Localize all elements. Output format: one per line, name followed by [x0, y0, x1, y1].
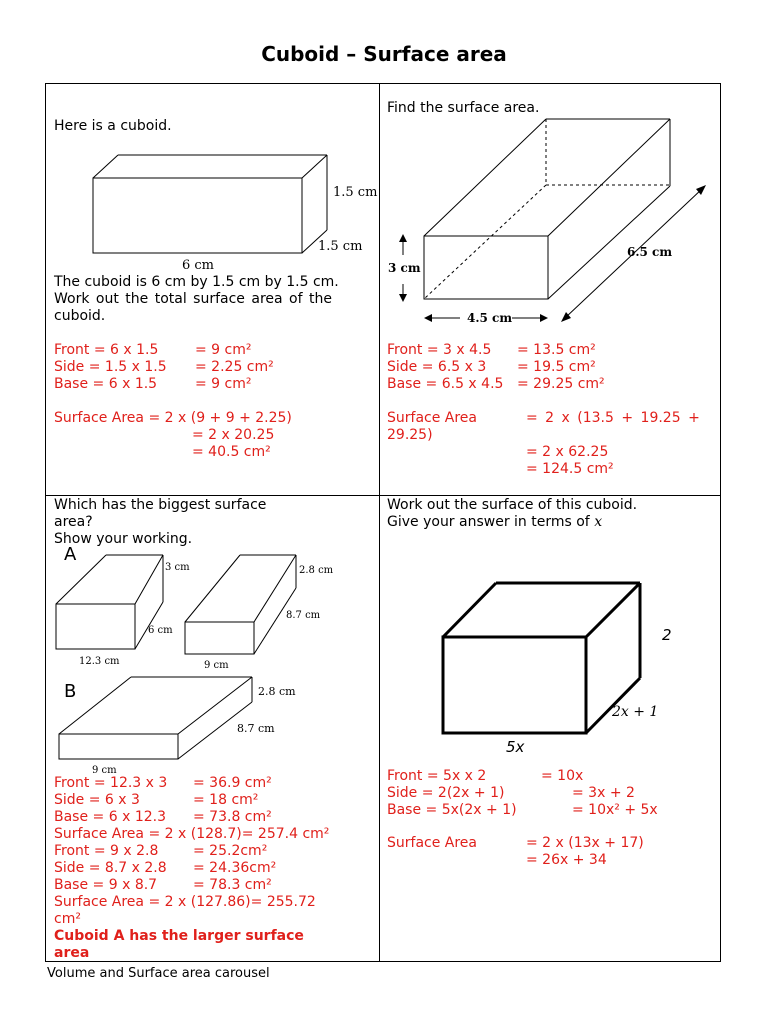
q2-base-result: = 29.25 cm² — [517, 376, 605, 392]
q2-side-calc: Side = 6.5 x 3 — [387, 359, 487, 375]
q3-base-result: = 73.8 cm² — [193, 809, 272, 825]
q3-conclusion-line1: Cuboid A has the larger surface — [54, 928, 304, 944]
q2-side-result: = 19.5 cm² — [517, 359, 596, 375]
q2-depth-label: 6.5 cm — [627, 245, 673, 259]
q4-depth-label: 2x + 1 — [612, 704, 659, 720]
q3-base-calc: Base = 6 x 12.3 — [54, 809, 166, 825]
q4-front-calc: Front = 5x x 2 — [387, 768, 487, 784]
q3-front-result: = 36.9 cm² — [193, 775, 272, 791]
q3-base2-result: = 78.3 cm² — [193, 877, 272, 893]
q1-base-calc: Base = 6 x 1.5 — [54, 376, 158, 392]
q4-height-label: 2 — [662, 626, 672, 644]
q1-front-calc: Front = 6 x 1.5 — [54, 342, 159, 358]
q1-height-label: 1.5 cm — [333, 185, 378, 200]
q1-base-result: = 9 cm² — [195, 376, 252, 392]
q2-intro: Find the surface area. — [387, 100, 540, 116]
q3-label-b: B — [64, 681, 77, 702]
q4-base-result: = 10x² + 5x — [572, 802, 658, 818]
q3-side2-result: = 24.36cm² — [193, 860, 277, 876]
q4-intro-1: Work out the surface of this cuboid. — [387, 497, 638, 513]
q4-base-calc: Base = 5x(2x + 1) — [387, 802, 517, 818]
q3-front2-calc: Front = 9 x 2.8 — [54, 843, 159, 859]
q1-side-result: = 2.25 cm² — [195, 359, 274, 375]
q3-b-length: 9 cm — [92, 765, 117, 776]
q3-a-length: 12.3 cm — [79, 656, 120, 667]
q3-a2-length: 9 cm — [204, 660, 229, 671]
q3-surface-area-a: Surface Area = 2 x (128.7)= 257.4 cm² — [54, 826, 330, 842]
q2-front-calc: Front = 3 x 4.5 — [387, 342, 492, 358]
q2-base-calc: Base = 6.5 x 4.5 — [387, 376, 504, 392]
q4-var-x: x — [594, 514, 603, 530]
q4-length-label: 5x — [506, 738, 525, 756]
q3-a2-depth: 8.7 cm — [286, 610, 321, 621]
q3-side-calc: Side = 6 x 3 — [54, 792, 140, 808]
q1-surface-area-line3: = 40.5 cm² — [192, 444, 271, 460]
q2-surface-area-line3: = 124.5 cm² — [526, 461, 614, 477]
q1-text-1: The cuboid is 6 cm by 1.5 cm by 1.5 cm. — [54, 274, 339, 290]
q4-side-result: = 3x + 2 — [572, 785, 635, 801]
q3-b-height: 2.8 cm — [258, 685, 296, 698]
q3-intro-2: area? — [54, 514, 93, 530]
q3-base2-calc: Base = 9 x 8.7 — [54, 877, 158, 893]
q3-intro-1: Which has the biggest surface — [54, 497, 267, 513]
q4-intro-2-text: Give your answer in terms of — [387, 514, 595, 530]
q3-intro-3: Show your working. — [54, 531, 193, 547]
q1-surface-area-line2: = 2 x 20.25 — [192, 427, 275, 443]
q1-intro: Here is a cuboid. — [54, 118, 172, 134]
q2-surface-area-label: Surface Area — [387, 410, 478, 426]
q3-a-depth: 6 cm — [148, 625, 173, 636]
q1-depth-label: 1.5 cm — [318, 239, 363, 254]
q2-height-label: 3 cm — [388, 261, 421, 275]
q2-front-result: = 13.5 cm² — [517, 342, 596, 358]
q1-side-calc: Side = 1.5 x 1.5 — [54, 359, 167, 375]
q3-surface-area-b-line2: cm² — [54, 911, 81, 927]
q3-side-result: = 18 cm² — [193, 792, 259, 808]
q3-side2-calc: Side = 8.7 x 2.8 — [54, 860, 167, 876]
q4-front-result: = 10x — [541, 768, 584, 784]
q4-surface-area-label: Surface Area — [387, 835, 478, 851]
q1-text-2: Work out the total surface area of the — [54, 291, 332, 307]
q4-surface-area-line2: = 26x + 34 — [526, 852, 607, 868]
q4-surface-area-line1: = 2 x (13x + 17) — [526, 835, 644, 851]
q2-width-label: 4.5 cm — [467, 311, 513, 325]
q2-surface-area-line2: = 2 x 62.25 — [526, 444, 609, 460]
footer-caption: Volume and Surface area carousel — [47, 966, 270, 981]
q1-surface-area-line1: Surface Area = 2 x (9 + 9 + 2.25) — [54, 410, 292, 426]
q2-surface-area-line1b: 29.25) — [387, 427, 433, 443]
q4-side-calc: Side = 2(2x + 1) — [387, 785, 505, 801]
q3-a-height: 3 cm — [165, 562, 190, 573]
q3-front-calc: Front = 12.3 x 3 — [54, 775, 168, 791]
q3-front2-result: = 25.2cm² — [193, 843, 268, 859]
q1-length-label: 6 cm — [182, 258, 215, 273]
page-title: Cuboid – Surface area — [261, 42, 507, 66]
q3-a2-height: 2.8 cm — [299, 565, 334, 576]
q2-surface-area-line1: = 2 x (13.5 + 19.25 + — [526, 410, 700, 426]
q1-front-result: = 9 cm² — [195, 342, 252, 358]
q3-b-depth: 8.7 cm — [237, 722, 275, 735]
q3-conclusion-line2: area — [54, 945, 90, 961]
q3-label-a: A — [64, 544, 77, 565]
q1-text-3: cuboid. — [54, 308, 106, 324]
q3-surface-area-b-line1: Surface Area = 2 x (127.86)= 255.72 — [54, 894, 316, 910]
